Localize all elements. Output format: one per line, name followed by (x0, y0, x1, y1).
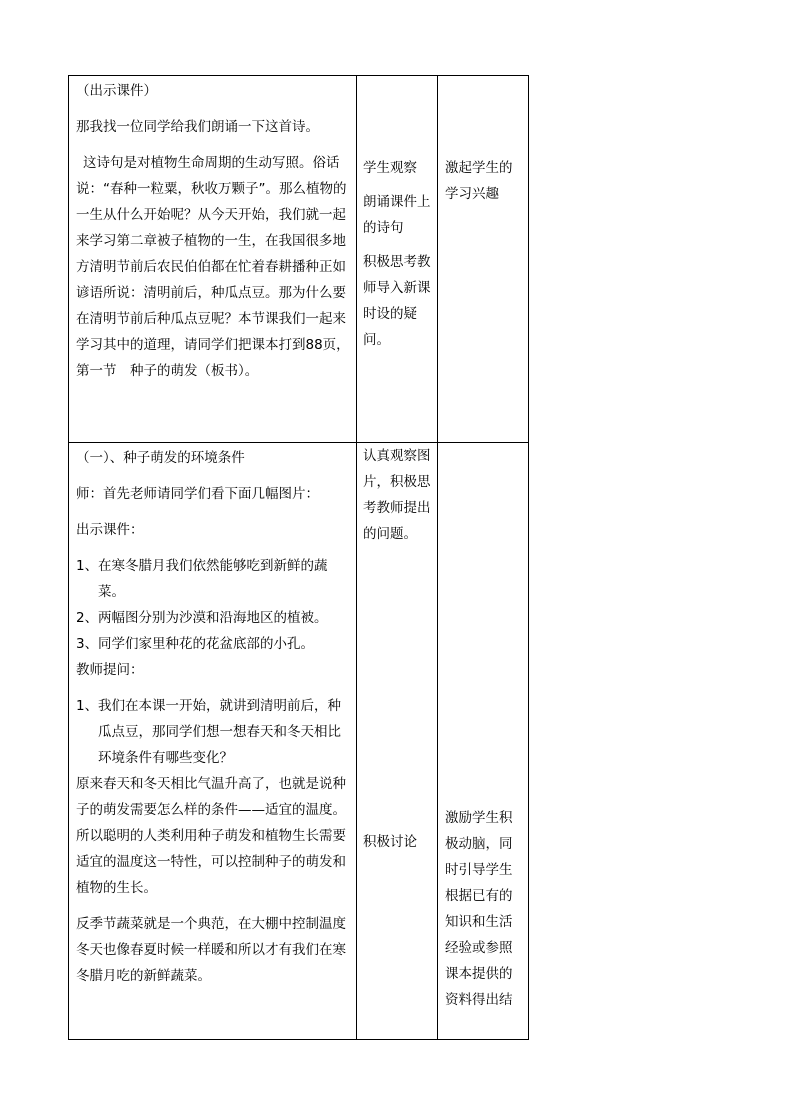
text-line: 那我找一位同学给我们朗诵一下这首诗。 (76, 119, 319, 135)
text-line: 积极讨论 (363, 834, 417, 850)
text-line: 激起学生的学习兴趣 (445, 160, 513, 202)
table-row (69, 76, 529, 443)
design-intent-cell (438, 76, 529, 443)
list-item: 1、 我们在本课一开始，就讲到清明前后，种瓜点豆，那同学们想一想春天和冬天相比环境条件有哪些变化？ (76, 698, 341, 766)
text-line: 认真观察图片，积极思考教师提出的问题。 (363, 448, 431, 542)
student-activity-cell (357, 76, 438, 443)
text-line: 积极思考教师导入新课时设的疑问。 (363, 254, 431, 348)
teacher-activity-cell (69, 443, 357, 1040)
table-row (69, 443, 529, 1040)
student-activity-cell (357, 443, 438, 1040)
list-item: 3、 同学们家里种花的花盆底部的小孔。 (76, 636, 314, 652)
text-paragraph: 这诗句是对植物生命周期的生动写照。俗话说：“春种一粒粟，秋收万颗子”。那么植物的一生从什么开始呢？从今天开始，我们就一起来学习第二章被子植物的一生，在我国很多地方清明节前后农民伯伯都在忙着春耕播种正如谚语所说：清明前后，种瓜点豆。那为什么要在清明节前后种瓜点豆呢？本节课我们一起来学习其中的道理，请同学们把课本打到88页，第一节 种子的萌发（板书）。 (76, 155, 350, 379)
text-paragraph: 原来春天和冬天相比气温升高了，也就是说种子的萌发需要怎么样的条件——适宜的温度。所以聪明的人类利用种子萌发和植物生长需要适宜的温度这一特性，可以控制种子的萌发和植物的生长。 (76, 776, 346, 896)
text-line: 学生观察 (363, 160, 417, 176)
text-line: 朗诵课件上的诗句 (363, 194, 431, 236)
lesson-plan-table (68, 75, 529, 1040)
text-paragraph: 激励学生积极动脑，同时引导学生根据已有的知识和生活经验或参照课本提供的资料得出结 (445, 810, 513, 1008)
text-line: 出示课件： (76, 522, 144, 538)
section-heading: （一）、种子萌发的环境条件 (76, 450, 245, 466)
list-item: 2、 两幅图分别为沙漠和沿海地区的植被。 (76, 610, 328, 626)
text-line: 师：首先老师请同学们看下面几幅图片： (76, 486, 319, 502)
list-item: 1、 在寒冬腊月我们依然能够吃到新鲜的蔬菜。 (76, 558, 328, 600)
design-intent-cell (438, 443, 529, 1040)
teacher-activity-cell (69, 76, 357, 443)
text-line: （出示课件） (76, 83, 157, 99)
text-paragraph: 反季节蔬菜就是一个典范，在大棚中控制温度冬天也像春夏时候一样暖和所以才有我们在寒冬腊月吃的新鲜蔬菜。 (76, 916, 346, 984)
text-line: 教师提问： (76, 662, 144, 678)
